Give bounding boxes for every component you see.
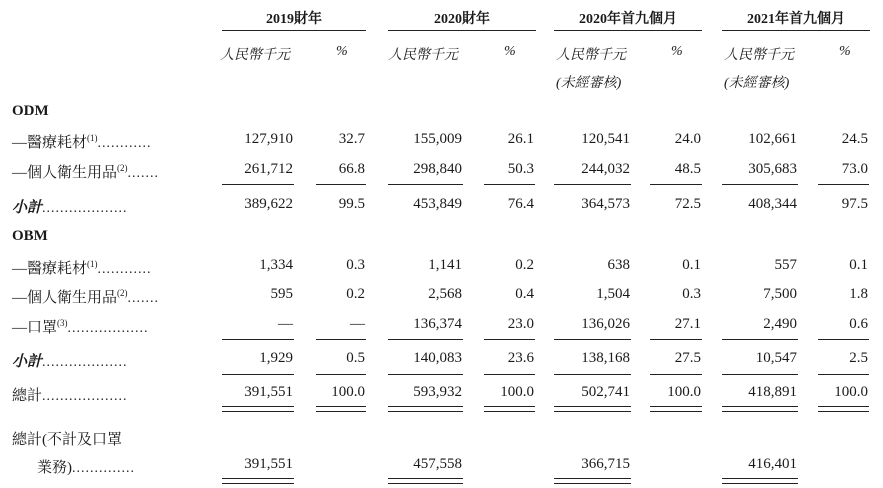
cell-amount-2019: 389,622 xyxy=(244,196,293,212)
total-double-rule xyxy=(388,406,463,412)
cell-amount-2020: 140,083 xyxy=(413,350,462,366)
amount-unit-2020: 人民幣千元 xyxy=(388,48,458,63)
total-double-rule xyxy=(818,406,869,412)
period-header-9m-2021: 2021年首九個月 xyxy=(747,12,845,27)
row-label-text: —個人衛生用品 xyxy=(12,290,118,306)
cell-amount-9m-2021: 2,490 xyxy=(763,316,797,332)
cell-pct-9m-2021: 0.6 xyxy=(849,316,868,332)
total-double-rule xyxy=(222,406,294,412)
cell-amount-2020: 593,932 xyxy=(413,384,462,400)
total-double-rule xyxy=(722,478,798,484)
cell-pct-2020: 100.0 xyxy=(500,384,534,400)
cell-amount-2019: — xyxy=(278,316,293,332)
subtotal-rule xyxy=(650,184,702,185)
row-label xyxy=(12,316,149,337)
cell-amount-9m-2020: 638 xyxy=(607,257,630,273)
section-odm: ODM xyxy=(12,103,49,119)
subtotal-rule xyxy=(818,374,869,375)
period-header-2020: 2020財年 xyxy=(434,12,490,27)
cell-pct-9m-2020: 0.1 xyxy=(682,257,701,273)
total-double-rule xyxy=(722,406,798,412)
amount-unit-2019: 人民幣千元 xyxy=(220,48,290,63)
row-label xyxy=(12,131,152,152)
cell-amount-9m-2020: 120,541 xyxy=(581,131,630,147)
subtotal-rule xyxy=(554,374,631,375)
subtotal-rule xyxy=(722,374,798,375)
cell-pct-9m-2021: 2.5 xyxy=(849,350,868,366)
subtotal-rule xyxy=(818,184,869,185)
row-label-text: 業務) xyxy=(37,460,72,476)
cell-pct-2019: — xyxy=(350,316,365,332)
cell-amount-2019: 1,334 xyxy=(259,257,293,273)
subtotal-rule xyxy=(484,184,535,185)
row-label xyxy=(12,161,159,182)
cell-amount-9m-2021: 557 xyxy=(774,257,797,273)
cell-pct-2020: 0.4 xyxy=(515,286,534,302)
cell-pct-9m-2021: 73.0 xyxy=(841,161,868,177)
row-label-text: 總計 xyxy=(12,388,43,404)
cell-pct-2020: 26.1 xyxy=(507,131,534,147)
cell-pct-9m-2020: 27.5 xyxy=(674,350,701,366)
cell-amount-2020: 457,558 xyxy=(413,456,462,472)
cell-amount-9m-2021: 408,344 xyxy=(748,196,797,212)
row-label-text: 小計 xyxy=(12,354,43,370)
cell-pct-9m-2020: 0.3 xyxy=(682,286,701,302)
row-label-text: —醫療耗材 xyxy=(12,135,88,151)
subtotal-rule xyxy=(388,184,463,185)
pct-header-2019: % xyxy=(336,44,348,59)
unaudited-note-2021: (未經審核) xyxy=(724,76,790,91)
cell-pct-9m-2020: 72.5 xyxy=(674,196,701,212)
leader-dots: ................... xyxy=(42,389,128,404)
cell-pct-9m-2021: 0.1 xyxy=(849,257,868,273)
subtotal-rule xyxy=(316,374,366,375)
leader-dots: ....... xyxy=(127,166,160,181)
section-obm: OBM xyxy=(12,228,48,244)
cell-amount-9m-2021: 416,401 xyxy=(748,456,797,472)
cell-pct-2019: 0.2 xyxy=(346,286,365,302)
row-label xyxy=(12,286,159,307)
cell-amount-2020: 453,849 xyxy=(413,196,462,212)
footnote-ref: (2) xyxy=(117,163,128,173)
row-label-text: —醫療耗材 xyxy=(12,261,88,277)
pct-header-9m-2020: % xyxy=(671,44,683,59)
subtotal-rule xyxy=(484,339,535,340)
header-underline-2019 xyxy=(222,30,366,31)
cell-pct-2019: 100.0 xyxy=(331,384,365,400)
row-label xyxy=(12,384,128,405)
subtotal-rule xyxy=(650,339,702,340)
subtotal-rule xyxy=(222,339,294,340)
subtotal-rule xyxy=(388,374,463,375)
subtotal-rule xyxy=(722,339,798,340)
row-label xyxy=(37,456,135,477)
cell-amount-2020: 155,009 xyxy=(413,131,462,147)
unaudited-note-2020: (未經審核) xyxy=(556,76,622,91)
leader-dots: ............ xyxy=(97,136,152,151)
cell-pct-9m-2020: 27.1 xyxy=(674,316,701,332)
total-double-rule xyxy=(316,406,366,412)
cell-pct-2019: 0.3 xyxy=(346,257,365,273)
cell-amount-2019: 595 xyxy=(270,286,293,302)
total-double-rule xyxy=(554,406,631,412)
row-label-line1: 總計(不計及口罩 xyxy=(12,432,122,448)
subtotal-rule xyxy=(554,339,631,340)
row-label xyxy=(12,350,128,371)
cell-amount-9m-2020: 364,573 xyxy=(581,196,630,212)
period-header-9m-2020: 2020年首九個月 xyxy=(579,12,677,27)
header-underline-9m-2021 xyxy=(722,30,870,31)
cell-pct-9m-2021: 1.8 xyxy=(849,286,868,302)
footnote-ref: (1) xyxy=(87,133,98,143)
pct-header-2020: % xyxy=(504,44,516,59)
cell-pct-9m-2020: 100.0 xyxy=(667,384,701,400)
total-double-rule xyxy=(222,478,294,484)
footnote-ref: (1) xyxy=(87,259,98,269)
subtotal-rule xyxy=(316,184,366,185)
subtotal-rule xyxy=(222,184,294,185)
footnote-ref: (3) xyxy=(57,318,68,328)
cell-amount-2019: 391,551 xyxy=(244,384,293,400)
cell-pct-2020: 23.6 xyxy=(507,350,534,366)
cell-pct-2019: 66.8 xyxy=(338,161,365,177)
pct-header-9m-2021: % xyxy=(839,44,851,59)
amount-unit-9m-2021: 人民幣千元 xyxy=(724,48,794,63)
cell-amount-9m-2020: 502,741 xyxy=(581,384,630,400)
subtotal-rule xyxy=(650,374,702,375)
footnote-ref: (2) xyxy=(117,288,128,298)
cell-pct-2019: 99.5 xyxy=(338,196,365,212)
row-label-text: —個人衛生用品 xyxy=(12,165,118,181)
leader-dots: ....... xyxy=(127,291,160,306)
cell-pct-9m-2021: 100.0 xyxy=(834,384,868,400)
leader-dots: ................... xyxy=(42,355,128,370)
cell-amount-2020: 136,374 xyxy=(413,316,462,332)
subtotal-rule xyxy=(722,184,798,185)
row-label xyxy=(12,196,128,217)
cell-amount-9m-2020: 138,168 xyxy=(581,350,630,366)
cell-pct-2020: 76.4 xyxy=(507,196,534,212)
subtotal-rule xyxy=(316,339,366,340)
subtotal-rule xyxy=(818,339,869,340)
cell-amount-2019: 127,910 xyxy=(244,131,293,147)
header-underline-2020 xyxy=(388,30,536,31)
cell-pct-2020: 23.0 xyxy=(507,316,534,332)
leader-dots: .............. xyxy=(72,461,135,476)
cell-amount-9m-2020: 366,715 xyxy=(581,456,630,472)
amount-unit-9m-2020: 人民幣千元 xyxy=(556,48,626,63)
row-label-text: —口罩 xyxy=(12,320,58,336)
cell-pct-2020: 0.2 xyxy=(515,257,534,273)
cell-amount-9m-2021: 418,891 xyxy=(748,384,797,400)
cell-pct-2019: 32.7 xyxy=(338,131,365,147)
cell-pct-2020: 50.3 xyxy=(507,161,534,177)
header-underline-9m-2020 xyxy=(554,30,702,31)
cell-amount-2019: 1,929 xyxy=(259,350,293,366)
cell-amount-2020: 2,568 xyxy=(428,286,462,302)
row-label xyxy=(12,257,152,278)
subtotal-rule xyxy=(388,339,463,340)
cell-pct-9m-2021: 97.5 xyxy=(841,196,868,212)
leader-dots: ............ xyxy=(97,262,152,277)
cell-pct-9m-2021: 24.5 xyxy=(841,131,868,147)
cell-amount-9m-2020: 244,032 xyxy=(581,161,630,177)
cell-pct-9m-2020: 24.0 xyxy=(674,131,701,147)
leader-dots: .................. xyxy=(67,321,149,336)
cell-amount-2019: 391,551 xyxy=(244,456,293,472)
cell-pct-2019: 0.5 xyxy=(346,350,365,366)
subtotal-rule xyxy=(484,374,535,375)
cell-pct-9m-2020: 48.5 xyxy=(674,161,701,177)
cell-amount-2020: 298,840 xyxy=(413,161,462,177)
subtotal-rule xyxy=(222,374,294,375)
total-double-rule xyxy=(388,478,463,484)
cell-amount-9m-2020: 1,504 xyxy=(596,286,630,302)
cell-amount-9m-2021: 102,661 xyxy=(748,131,797,147)
leader-dots: ................... xyxy=(42,201,128,216)
cell-amount-9m-2021: 305,683 xyxy=(748,161,797,177)
cell-amount-9m-2020: 136,026 xyxy=(581,316,630,332)
cell-amount-9m-2021: 10,547 xyxy=(755,350,797,366)
total-double-rule xyxy=(554,478,631,484)
total-double-rule xyxy=(484,406,535,412)
cell-amount-2020: 1,141 xyxy=(428,257,462,273)
total-double-rule xyxy=(650,406,702,412)
cell-amount-2019: 261,712 xyxy=(244,161,293,177)
subtotal-rule xyxy=(554,184,631,185)
cell-amount-9m-2021: 7,500 xyxy=(763,286,797,302)
period-header-2019: 2019財年 xyxy=(266,12,322,27)
row-label-text: 小計 xyxy=(12,200,43,216)
